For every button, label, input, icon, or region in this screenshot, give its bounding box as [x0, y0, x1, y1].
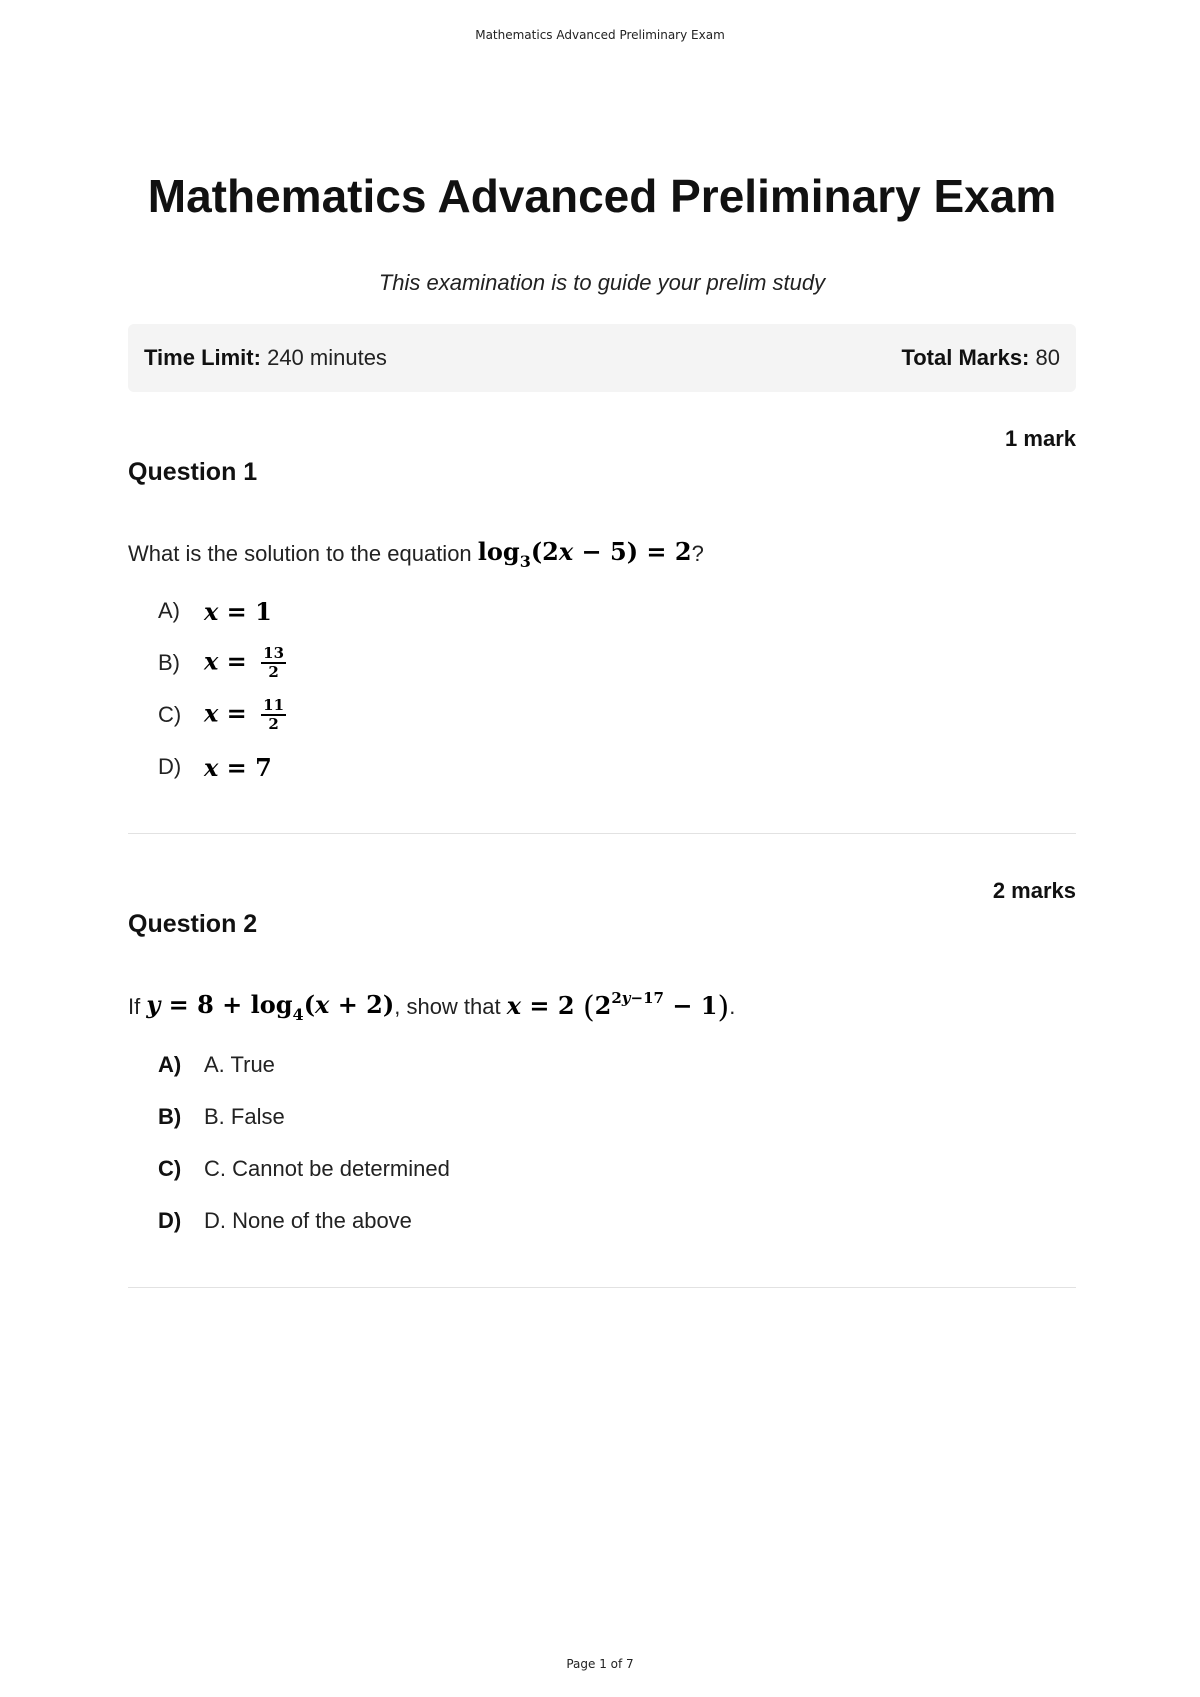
option-c[interactable] [158, 1143, 1076, 1195]
time-limit-value: 240 minutes [267, 345, 387, 370]
option-c[interactable] [158, 689, 1076, 741]
option-d[interactable] [158, 1195, 1076, 1247]
prompt-middle: , show that [394, 994, 507, 1019]
total-marks-label: Total Marks: [901, 345, 1030, 370]
equation-x: x = 2 $(2^{2y-17} - 1)$ [506, 989, 730, 1025]
option-a[interactable] [158, 1039, 1076, 1091]
option-math: x = $\frac{13}{2}$ [204, 644, 285, 681]
question-2 [128, 878, 1076, 1288]
option-math: x = $\frac{11}{2}$ [204, 696, 285, 733]
option-letter: B) [158, 650, 180, 675]
option-text: C. Cannot be determined [204, 1156, 450, 1181]
option-math: x = 7 [204, 752, 272, 782]
page-number: Page 1 of 7 [566, 1657, 634, 1671]
question-divider [128, 833, 1076, 834]
option-d[interactable] [158, 741, 1076, 793]
question-prompt [128, 537, 1076, 571]
exam-info-box [128, 324, 1076, 392]
answer-options [128, 1039, 1076, 1247]
denominator: 2 [268, 663, 279, 681]
numerator: 13 [263, 644, 285, 662]
total-marks-value: 80 [1035, 345, 1060, 370]
prompt-text: What is the solution to the equation [128, 541, 478, 566]
prompt-end: . [729, 994, 736, 1019]
denominator: 2 [268, 715, 279, 733]
exam-title: Mathematics Advanced Preliminary Exam [147, 170, 1057, 222]
option-text: A. True [204, 1052, 275, 1077]
option-letter: C) [158, 1156, 182, 1181]
question-divider [128, 1287, 1076, 1288]
option-letter: A) [158, 1052, 182, 1077]
fraction [261, 697, 286, 733]
question-title: Question 1 [128, 458, 258, 486]
option-letter: C) [158, 702, 182, 727]
fraction [261, 645, 286, 681]
option-b[interactable] [158, 637, 1076, 689]
option-letter: A) [158, 598, 180, 623]
option-letter: D) [158, 754, 182, 779]
option-letter: D) [158, 1208, 182, 1233]
answer-options [128, 585, 1076, 793]
equation-y: $y = 8 + \log_4(x + 2)$ [146, 990, 395, 1024]
option-text: B. False [204, 1104, 285, 1129]
option-text: D. None of the above [204, 1208, 412, 1233]
question-1 [128, 426, 1076, 834]
time-limit-label: Time Limit: [144, 345, 261, 370]
option-letter: B) [158, 1104, 182, 1129]
time-limit [144, 345, 387, 371]
prompt-text: If [128, 994, 147, 1019]
running-header: Mathematics Advanced Preliminary Exam [475, 28, 725, 42]
question-prompt [128, 989, 1076, 1025]
question-title: Question 2 [128, 910, 258, 938]
numerator: 11 [263, 696, 285, 714]
question-marks: 1 mark [1005, 426, 1076, 451]
option-math: x = 1 [204, 596, 272, 626]
option-a[interactable] [158, 585, 1076, 637]
exam-subtitle: This examination is to guide your prelim study [378, 270, 826, 295]
equation: $\log_3(2x - 5) = 2$ [477, 537, 692, 571]
exam-page [128, 160, 1076, 1288]
prompt-end: ? [691, 541, 704, 566]
total-marks [901, 345, 1060, 371]
option-b[interactable] [158, 1091, 1076, 1143]
question-marks: 2 marks [992, 878, 1076, 903]
